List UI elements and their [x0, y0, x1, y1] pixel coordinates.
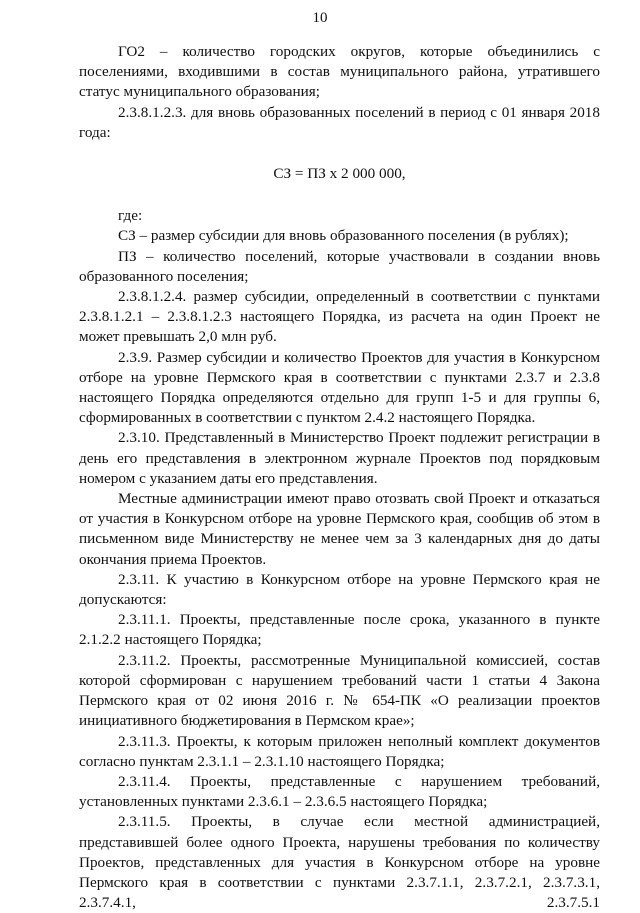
paragraph-2-3-10: 2.3.10. Представленный в Министерство Проект подлежит регистрации в день его представления в электронном журнале Проектов под порядковым номером с указанием даты его представления.: [79, 429, 600, 487]
paragraph-2-3-11-3: 2.3.11.3. Проекты, к которым приложен неполный комплект документов согласно пунктам 2.3.1.1 – 2.3.1.10 настоящего Порядка;: [79, 732, 600, 770]
paragraph-where: где:: [118, 207, 143, 225]
paragraph-s3-definition: СЗ – размер субсидии для вновь образованного поселения (в рублях);: [118, 227, 569, 245]
formula-s3: СЗ = ПЗ х 2 000 000,: [273, 165, 406, 183]
paragraph-2-3-9: 2.3.9. Размер субсидии и количество Проектов для участия в Конкурсном отборе на уровне Пермского края в соответствии с пунктами 2.3.7 и 2.3.8 настоящего Порядка определяются отдельно для групп 1-5 и для группы 6, сформированных в соответствии с пунктом 2.4.2 настоящего Порядка.: [79, 348, 600, 427]
page-number: 10: [312, 10, 328, 26]
paragraph-withdrawal: Местные администрации имеют право отозвать свой Проект и отказаться от участия в Конкурсном отборе на уровне Пермского края, сообщив об этом в письменном виде Министерству не менее чем за 3 календарных дня до даты окончания приема Проектов.: [79, 490, 600, 568]
paragraph-2-3-11-2: 2.3.11.2. Проекты, рассмотренные Муниципальной комиссией, состав которой сформирован с нарушением требований части 1 статьи 4 Закона Пермского края от 02 июня 2016 г. № 654-ПК «О реализации проектов инициативного бюджетирования в Пермском крае»;: [79, 651, 600, 730]
paragraph-2-3-8-1-2-3: 2.3.8.1.2.3. для вновь образованных поселений в период с 01 января 2018 года:: [79, 103, 600, 141]
paragraph-2-3-11: 2.3.11. К участию в Конкурсном отборе на уровне Пермского края не допускаются:: [79, 570, 600, 609]
document-body: [79, 42, 600, 913]
paragraph-2-3-8-1-2-4: 2.3.8.1.2.4. размер субсидии, определенный в соответствии с пунктами 2.3.8.1.2.1 – 2.3.8.1.2.3 настоящего Порядка, из расчета на один Проект не может превышать 2,0 млн руб.: [79, 288, 600, 346]
paragraph-2-3-11-1: 2.3.11.1. Проекты, представленные после срока, указанного в пункте 2.1.2.2 настоящего Порядка;: [79, 611, 600, 649]
paragraph-2-3-11-5: 2.3.11.5. Проекты, в случае если местной администрацией, представившей более одного Проекта, нарушены требования по количеству Проектов, представленных для участия в Конкурсном отборе на уровне Пермского края в соответствии с пунктами 2.3.7.1.1, 2.3.7.2.1, 2.3.7.3.1, 2.3.7.4.1, 2.3.7.5.1: [79, 813, 600, 912]
paragraph-2-3-11-4: 2.3.11.4. Проекты, представленные с нарушением требований, установленных пунктами 2.3.6.1 – 2.3.6.5 настоящего Порядка;: [79, 772, 600, 811]
paragraph-p3-definition: ПЗ – количество поселений, которые участвовали в создании вновь образованного поселения;: [79, 247, 600, 285]
paragraph-go2-definition: ГО2 – количество городских округов, которые объединились с поселениями, входившими в состав муниципального района, утратившего статус муниципального образования;: [79, 43, 600, 101]
